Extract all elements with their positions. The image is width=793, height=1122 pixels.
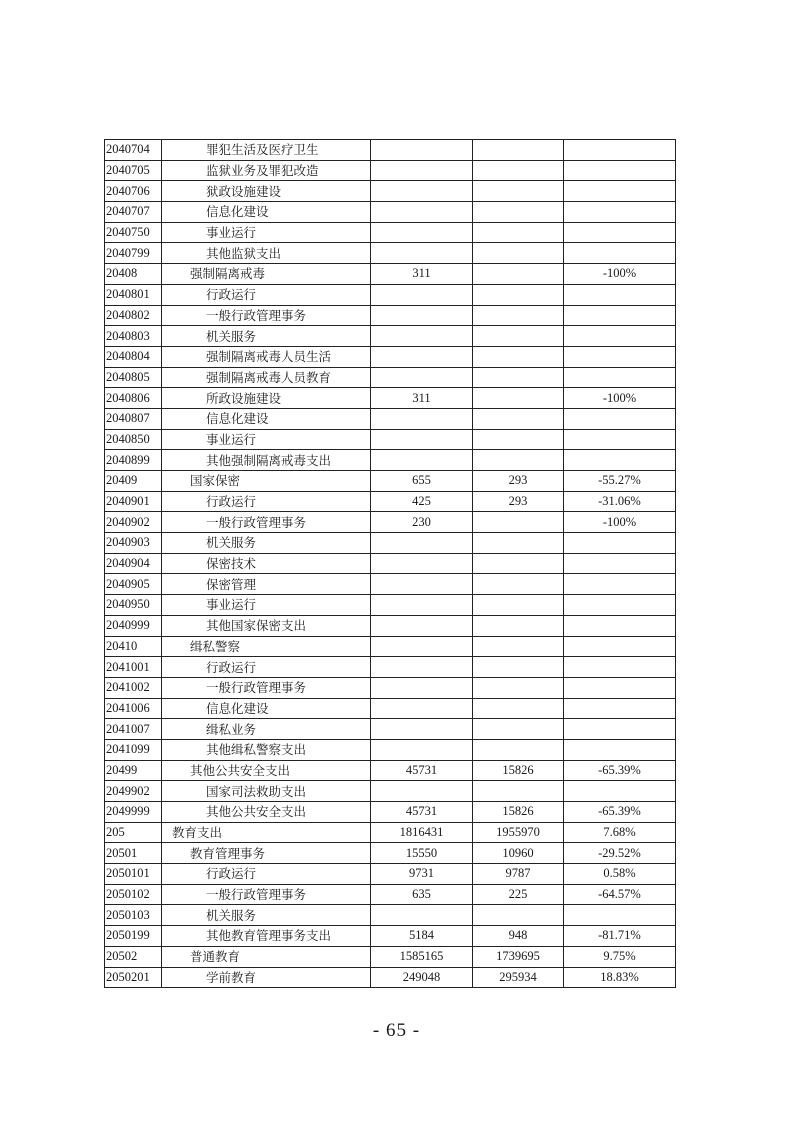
row-code-cell: 2050101: [105, 864, 162, 885]
row-name-cell: 其他教育管理事务支出: [162, 926, 371, 947]
table-row: [105, 491, 676, 512]
row-value-current-cell: [473, 553, 564, 574]
row-code-cell: 20502: [105, 946, 162, 967]
row-change-pct-cell: [564, 677, 676, 698]
row-code-cell: 2040803: [105, 326, 162, 347]
row-value-prev-cell: [371, 905, 473, 926]
row-code-cell: 20499: [105, 760, 162, 781]
row-name-cell: 机关服务: [162, 326, 371, 347]
row-change-pct-cell: [564, 553, 676, 574]
row-value-prev-cell: [371, 450, 473, 471]
row-name-cell: 行政运行: [162, 657, 371, 678]
row-change-pct-cell: [564, 346, 676, 367]
table-row: [105, 284, 676, 305]
row-change-pct-cell: [564, 615, 676, 636]
row-code-cell: 20409: [105, 471, 162, 492]
row-value-current-cell: [473, 739, 564, 760]
row-name-cell: 事业运行: [162, 429, 371, 450]
row-value-prev-cell: [371, 553, 473, 574]
row-name-cell: 机关服务: [162, 533, 371, 554]
table-row: [105, 615, 676, 636]
table-row: [105, 864, 676, 885]
row-name-cell: 国家保密: [162, 471, 371, 492]
row-name-cell: 强制隔离戒毒人员生活: [162, 346, 371, 367]
row-change-pct-cell: [564, 781, 676, 802]
row-name-cell: 一般行政管理事务: [162, 305, 371, 326]
row-code-cell: 2050103: [105, 905, 162, 926]
row-code-cell: 20410: [105, 636, 162, 657]
row-value-current-cell: [473, 512, 564, 533]
table-row: [105, 512, 676, 533]
table-row: [105, 346, 676, 367]
row-name-cell: 行政运行: [162, 284, 371, 305]
row-value-current-cell: 15826: [473, 760, 564, 781]
row-code-cell: 20501: [105, 843, 162, 864]
row-change-pct-cell: 9.75%: [564, 946, 676, 967]
row-code-cell: 2040950: [105, 595, 162, 616]
row-change-pct-cell: -81.71%: [564, 926, 676, 947]
table-row: [105, 698, 676, 719]
row-change-pct-cell: [564, 595, 676, 616]
row-value-current-cell: 295934: [473, 967, 564, 988]
row-value-prev-cell: [371, 222, 473, 243]
row-value-current-cell: [473, 388, 564, 409]
row-code-cell: 20408: [105, 264, 162, 285]
row-name-cell: 其他缉私警察支出: [162, 739, 371, 760]
table-row: [105, 574, 676, 595]
row-code-cell: 2050102: [105, 884, 162, 905]
row-value-current-cell: [473, 202, 564, 223]
row-change-pct-cell: -100%: [564, 512, 676, 533]
row-value-current-cell: 225: [473, 884, 564, 905]
row-name-cell: 信息化建设: [162, 202, 371, 223]
row-value-current-cell: [473, 781, 564, 802]
row-value-current-cell: [473, 677, 564, 698]
row-name-cell: 信息化建设: [162, 698, 371, 719]
row-change-pct-cell: [564, 719, 676, 740]
row-value-prev-cell: [371, 284, 473, 305]
row-name-cell: 其他监狱支出: [162, 243, 371, 264]
row-name-cell: 强制隔离戒毒: [162, 264, 371, 285]
row-code-cell: 2050199: [105, 926, 162, 947]
table-row: [105, 471, 676, 492]
row-value-prev-cell: 1816431: [371, 822, 473, 843]
row-value-prev-cell: [371, 781, 473, 802]
row-name-cell: 一般行政管理事务: [162, 884, 371, 905]
table-row: [105, 967, 676, 988]
row-value-current-cell: 15826: [473, 802, 564, 823]
table-row: [105, 305, 676, 326]
table-row: [105, 264, 676, 285]
row-value-current-cell: [473, 429, 564, 450]
row-name-cell: 强制隔离戒毒人员教育: [162, 367, 371, 388]
row-value-prev-cell: 425: [371, 491, 473, 512]
row-name-cell: 狱政设施建设: [162, 181, 371, 202]
row-change-pct-cell: -64.57%: [564, 884, 676, 905]
row-value-prev-cell: [371, 429, 473, 450]
table-row: [105, 202, 676, 223]
table-row: [105, 636, 676, 657]
row-code-cell: 2040801: [105, 284, 162, 305]
row-change-pct-cell: 18.83%: [564, 967, 676, 988]
row-name-cell: 监狱业务及罪犯改造: [162, 160, 371, 181]
row-value-prev-cell: [371, 595, 473, 616]
table-row: [105, 595, 676, 616]
table-row: [105, 781, 676, 802]
row-change-pct-cell: [564, 160, 676, 181]
row-change-pct-cell: [564, 284, 676, 305]
row-value-current-cell: 948: [473, 926, 564, 947]
row-change-pct-cell: [564, 533, 676, 554]
row-change-pct-cell: [564, 636, 676, 657]
row-name-cell: 国家司法救助支出: [162, 781, 371, 802]
row-change-pct-cell: [564, 243, 676, 264]
row-name-cell: 保密技术: [162, 553, 371, 574]
row-value-current-cell: [473, 140, 564, 161]
table-row: [105, 326, 676, 347]
row-change-pct-cell: [564, 202, 676, 223]
row-value-current-cell: [473, 574, 564, 595]
row-change-pct-cell: [564, 326, 676, 347]
row-value-prev-cell: 249048: [371, 967, 473, 988]
row-name-cell: 一般行政管理事务: [162, 677, 371, 698]
row-change-pct-cell: [564, 905, 676, 926]
row-value-prev-cell: [371, 719, 473, 740]
row-value-prev-cell: [371, 574, 473, 595]
row-change-pct-cell: -65.39%: [564, 760, 676, 781]
row-code-cell: 2041099: [105, 739, 162, 760]
row-value-prev-cell: 1585165: [371, 946, 473, 967]
row-name-cell: 事业运行: [162, 222, 371, 243]
row-code-cell: 2040804: [105, 346, 162, 367]
table-row: [105, 429, 676, 450]
table-row: [105, 802, 676, 823]
table-row: [105, 243, 676, 264]
row-code-cell: 2050201: [105, 967, 162, 988]
row-code-cell: 2040901: [105, 491, 162, 512]
row-value-current-cell: [473, 698, 564, 719]
row-value-current-cell: [473, 326, 564, 347]
row-value-current-cell: 293: [473, 471, 564, 492]
row-name-cell: 机关服务: [162, 905, 371, 926]
table-row: [105, 926, 676, 947]
row-code-cell: 2040899: [105, 450, 162, 471]
row-value-current-cell: 10960: [473, 843, 564, 864]
row-value-prev-cell: [371, 140, 473, 161]
row-code-cell: 2041006: [105, 698, 162, 719]
row-code-cell: 2040902: [105, 512, 162, 533]
row-code-cell: 2040805: [105, 367, 162, 388]
table-row: [105, 222, 676, 243]
row-code-cell: 2040903: [105, 533, 162, 554]
row-code-cell: 2040705: [105, 160, 162, 181]
table-row: [105, 388, 676, 409]
table-row: [105, 450, 676, 471]
table-row: [105, 884, 676, 905]
row-code-cell: 2040850: [105, 429, 162, 450]
row-value-current-cell: [473, 408, 564, 429]
row-value-prev-cell: [371, 202, 473, 223]
row-value-current-cell: 293: [473, 491, 564, 512]
row-value-prev-cell: [371, 346, 473, 367]
row-value-prev-cell: [371, 636, 473, 657]
row-name-cell: 事业运行: [162, 595, 371, 616]
row-name-cell: 其他公共安全支出: [162, 760, 371, 781]
row-change-pct-cell: [564, 429, 676, 450]
row-value-prev-cell: [371, 739, 473, 760]
row-value-prev-cell: [371, 615, 473, 636]
row-code-cell: 2040802: [105, 305, 162, 326]
row-value-prev-cell: 9731: [371, 864, 473, 885]
row-name-cell: 保密管理: [162, 574, 371, 595]
table-row: [105, 760, 676, 781]
row-value-current-cell: [473, 222, 564, 243]
table-row: [105, 843, 676, 864]
row-name-cell: 罪犯生活及医疗卫生: [162, 140, 371, 161]
row-value-current-cell: [473, 243, 564, 264]
row-value-prev-cell: 635: [371, 884, 473, 905]
row-value-current-cell: [473, 719, 564, 740]
row-value-prev-cell: [371, 160, 473, 181]
row-value-prev-cell: 5184: [371, 926, 473, 947]
table-row: [105, 533, 676, 554]
row-value-current-cell: [473, 450, 564, 471]
row-value-current-cell: [473, 181, 564, 202]
row-code-cell: 2040799: [105, 243, 162, 264]
row-value-prev-cell: [371, 408, 473, 429]
row-code-cell: 205: [105, 822, 162, 843]
row-change-pct-cell: -65.39%: [564, 802, 676, 823]
row-change-pct-cell: -31.06%: [564, 491, 676, 512]
row-change-pct-cell: [564, 222, 676, 243]
row-code-cell: 2041001: [105, 657, 162, 678]
row-code-cell: 2040999: [105, 615, 162, 636]
row-value-current-cell: [473, 160, 564, 181]
row-value-prev-cell: [371, 367, 473, 388]
row-name-cell: 其他强制隔离戒毒支出: [162, 450, 371, 471]
row-value-current-cell: [473, 657, 564, 678]
row-value-current-cell: [473, 284, 564, 305]
row-name-cell: 其他国家保密支出: [162, 615, 371, 636]
row-name-cell: 所政设施建设: [162, 388, 371, 409]
row-code-cell: 2040905: [105, 574, 162, 595]
table-row: [105, 657, 676, 678]
row-value-current-cell: [473, 264, 564, 285]
row-code-cell: 2040807: [105, 408, 162, 429]
row-value-prev-cell: [371, 657, 473, 678]
row-change-pct-cell: -100%: [564, 388, 676, 409]
row-value-prev-cell: [371, 698, 473, 719]
row-value-current-cell: [473, 346, 564, 367]
row-value-current-cell: 1739695: [473, 946, 564, 967]
table-row: [105, 719, 676, 740]
row-value-prev-cell: [371, 243, 473, 264]
row-name-cell: 信息化建设: [162, 408, 371, 429]
row-value-prev-cell: [371, 305, 473, 326]
row-name-cell: 一般行政管理事务: [162, 512, 371, 533]
row-change-pct-cell: -29.52%: [564, 843, 676, 864]
budget-table: [104, 139, 676, 988]
table-row: [105, 946, 676, 967]
table-row: [105, 553, 676, 574]
row-name-cell: 缉私业务: [162, 719, 371, 740]
row-change-pct-cell: -100%: [564, 264, 676, 285]
row-change-pct-cell: [564, 367, 676, 388]
row-change-pct-cell: [564, 408, 676, 429]
table-row: [105, 367, 676, 388]
row-code-cell: 2049902: [105, 781, 162, 802]
row-code-cell: 2040806: [105, 388, 162, 409]
row-value-current-cell: 1955970: [473, 822, 564, 843]
row-code-cell: 2049999: [105, 802, 162, 823]
row-value-prev-cell: [371, 181, 473, 202]
row-value-current-cell: [473, 367, 564, 388]
row-name-cell: 普通教育: [162, 946, 371, 967]
row-value-prev-cell: 45731: [371, 802, 473, 823]
row-value-current-cell: [473, 636, 564, 657]
row-value-prev-cell: 311: [371, 264, 473, 285]
row-change-pct-cell: [564, 698, 676, 719]
row-value-prev-cell: 311: [371, 388, 473, 409]
row-value-current-cell: [473, 305, 564, 326]
row-code-cell: 2040706: [105, 181, 162, 202]
table-row: [105, 905, 676, 926]
table-row: [105, 181, 676, 202]
row-name-cell: 其他公共安全支出: [162, 802, 371, 823]
row-value-prev-cell: [371, 326, 473, 347]
row-value-current-cell: [473, 595, 564, 616]
row-change-pct-cell: 0.58%: [564, 864, 676, 885]
row-change-pct-cell: [564, 140, 676, 161]
row-name-cell: 缉私警察: [162, 636, 371, 657]
row-value-prev-cell: [371, 533, 473, 554]
row-code-cell: 2040704: [105, 140, 162, 161]
row-name-cell: 教育支出: [162, 822, 371, 843]
row-value-prev-cell: 230: [371, 512, 473, 533]
row-change-pct-cell: [564, 181, 676, 202]
row-value-prev-cell: 45731: [371, 760, 473, 781]
row-value-current-cell: 9787: [473, 864, 564, 885]
page-number: - 65 -: [372, 1020, 421, 1041]
table-row: [105, 160, 676, 181]
table-row: [105, 739, 676, 760]
table-row: [105, 140, 676, 161]
row-change-pct-cell: [564, 305, 676, 326]
row-change-pct-cell: 7.68%: [564, 822, 676, 843]
table-row: [105, 677, 676, 698]
row-name-cell: 行政运行: [162, 864, 371, 885]
row-value-prev-cell: 15550: [371, 843, 473, 864]
row-code-cell: 2041007: [105, 719, 162, 740]
row-code-cell: 2040750: [105, 222, 162, 243]
row-change-pct-cell: -55.27%: [564, 471, 676, 492]
row-change-pct-cell: [564, 657, 676, 678]
row-value-current-cell: [473, 905, 564, 926]
row-change-pct-cell: [564, 574, 676, 595]
row-code-cell: 2040707: [105, 202, 162, 223]
row-change-pct-cell: [564, 450, 676, 471]
row-value-prev-cell: 655: [371, 471, 473, 492]
table-row: [105, 822, 676, 843]
row-code-cell: 2040904: [105, 553, 162, 574]
row-name-cell: 学前教育: [162, 967, 371, 988]
row-code-cell: 2041002: [105, 677, 162, 698]
row-value-prev-cell: [371, 677, 473, 698]
row-change-pct-cell: [564, 739, 676, 760]
row-name-cell: 教育管理事务: [162, 843, 371, 864]
row-name-cell: 行政运行: [162, 491, 371, 512]
table-row: [105, 408, 676, 429]
table-body: [105, 140, 676, 988]
row-value-current-cell: [473, 533, 564, 554]
row-value-current-cell: [473, 615, 564, 636]
